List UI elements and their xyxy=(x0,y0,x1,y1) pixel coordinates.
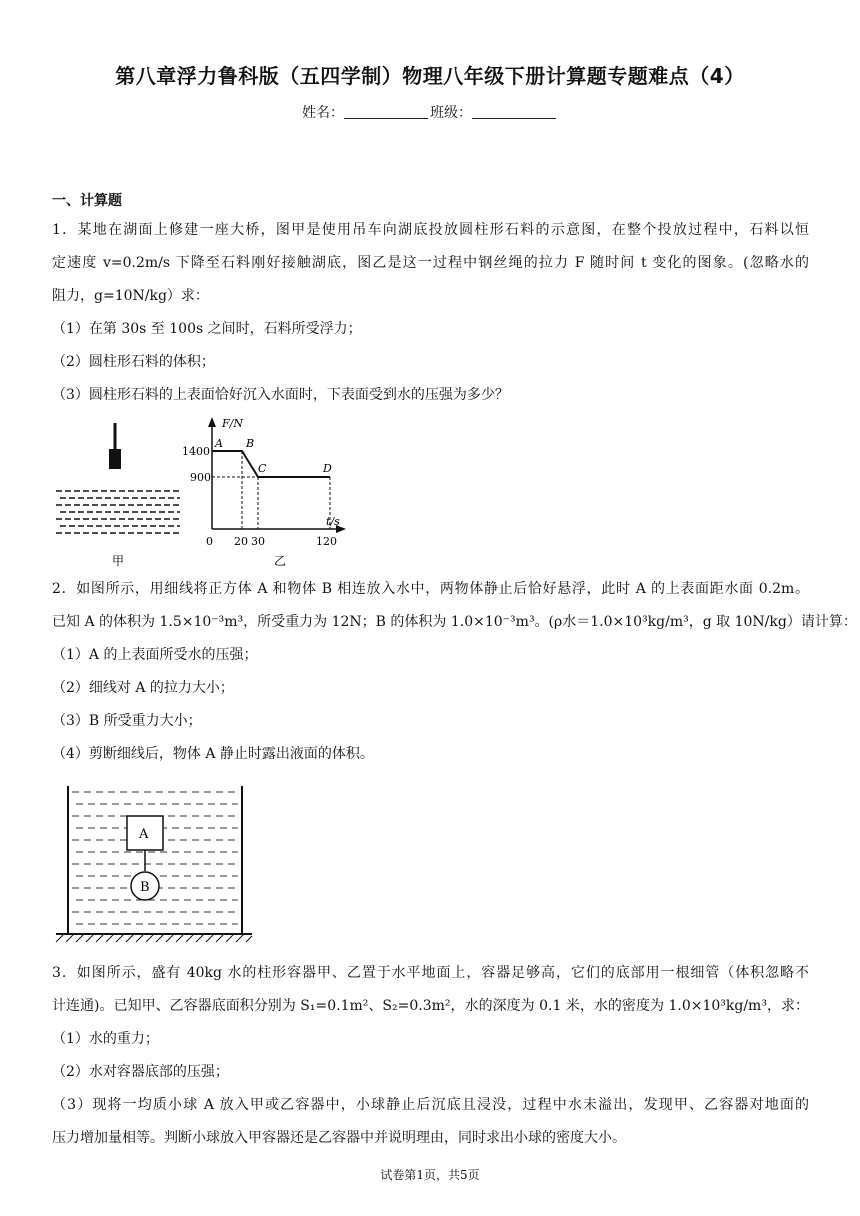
label-a: A xyxy=(139,827,149,842)
q2-line-6: （4）剪断细线后，物体 A 静止时露出液面的体积。 xyxy=(52,746,374,762)
q1-figure xyxy=(50,415,360,570)
q2-figure xyxy=(52,782,262,946)
label-b: B xyxy=(140,880,150,895)
name-label: 姓名： xyxy=(302,105,344,121)
point-c: C xyxy=(258,462,267,475)
q3-line-4: （2）水对容器底部的压强； xyxy=(52,1064,229,1080)
point-a: A xyxy=(215,437,223,450)
page-footer: 试卷第1页，共5页 xyxy=(380,1168,480,1182)
q1-line-5: （2）圆柱形石料的体积； xyxy=(52,354,215,370)
section-title: 一、计算题 xyxy=(52,193,122,209)
q1-line-3: 阻力，g=10N/kg）求： xyxy=(52,288,209,304)
student-info xyxy=(0,102,860,122)
q1-line-6: （3）圆柱形石料的上表面恰好沉入水面时，下表面受到水的压强为多少？ xyxy=(52,387,509,403)
x-tick-30: 30 xyxy=(251,535,265,548)
y-tick-900: 900 xyxy=(190,471,211,484)
water-container xyxy=(56,786,252,942)
q2-line-4: （2）细线对 A 的拉力大小； xyxy=(52,680,234,696)
q3-line-6: 压力增加量相等。判断小球放入甲容器还是乙容器中并说明理由，同时求出小球的密度大小。 xyxy=(52,1130,626,1146)
class-label: 班级： xyxy=(430,105,472,121)
force-curve xyxy=(212,451,330,477)
q3-line-3: （1）水的重力； xyxy=(52,1031,159,1047)
page-title: 第八章浮力鲁科版（五四学制）物理八年级下册计算题专题难点（4） xyxy=(115,64,745,88)
q3-line-2: 计连通)。已知甲、乙容器底面积分别为 S₁=0.1m²、S₂=0.3m²，水的深度为 0.1 米，水的密度为 1.0×10³kg/m³，求： xyxy=(52,998,809,1014)
y-axis-label: F/N xyxy=(222,417,243,430)
q2-line-1: 2．如图所示，用细线将正方体 A 和物体 B 相连放入水中，两物体静止后恰好悬浮，此时 A 的上表面距水面 0.2m。 xyxy=(52,581,809,597)
q3-line-5: （3）现将一均质小球 A 放入甲或乙容器中，小球静止后沉底且浸没，过程中水未溢出，发现甲、乙容器对地面的 xyxy=(52,1097,809,1113)
label-jia: 甲 xyxy=(112,554,125,568)
y-tick-1400: 1400 xyxy=(182,445,210,458)
q2-line-5: （3）B 所受重力大小； xyxy=(52,713,202,729)
x-axis-label: t/s xyxy=(326,515,340,528)
stone-diagram xyxy=(56,423,180,568)
point-b: B xyxy=(246,437,255,450)
class-blank xyxy=(472,104,556,119)
q2-line-2: 已知 A 的体积为 1.5×10⁻³m³，所受重力为 12N；B 的体积为 1.0×10⁻³m³。(ρ水＝1.0×10³kg/m³，g 取 10N/kg）请计算： xyxy=(52,614,857,630)
q1-line-2: 定速度 v=0.2m/s 下降至石料刚好接触湖底，图乙是这一过程中钢丝绳的拉力 F 随时间 t 变化的图象。(忽略水的 xyxy=(52,255,809,271)
q2-line-3: （1）A 的上表面所受水的压强； xyxy=(52,647,258,663)
x-tick-0: 0 xyxy=(206,535,213,548)
x-tick-20: 20 xyxy=(234,535,248,548)
x-tick-120: 120 xyxy=(316,535,337,548)
label-yi: 乙 xyxy=(274,554,287,568)
q1-line-4: （1）在第 30s 至 100s 之间时，石料所受浮力； xyxy=(52,321,362,337)
force-time-graph xyxy=(182,417,346,568)
point-d: D xyxy=(323,462,332,475)
name-blank xyxy=(344,104,428,119)
q1-line-1: 1．某地在湖面上修建一座大桥，图甲是使用吊车向湖底投放圆柱形石料的示意图，在整个投放过程中，石料以恒 xyxy=(52,222,809,238)
q3-line-1: 3．如图所示，盛有 40kg 水的柱形容器甲、乙置于水平地面上，容器足够高，它们的底部用一根细管（体积忽略不 xyxy=(52,965,809,981)
